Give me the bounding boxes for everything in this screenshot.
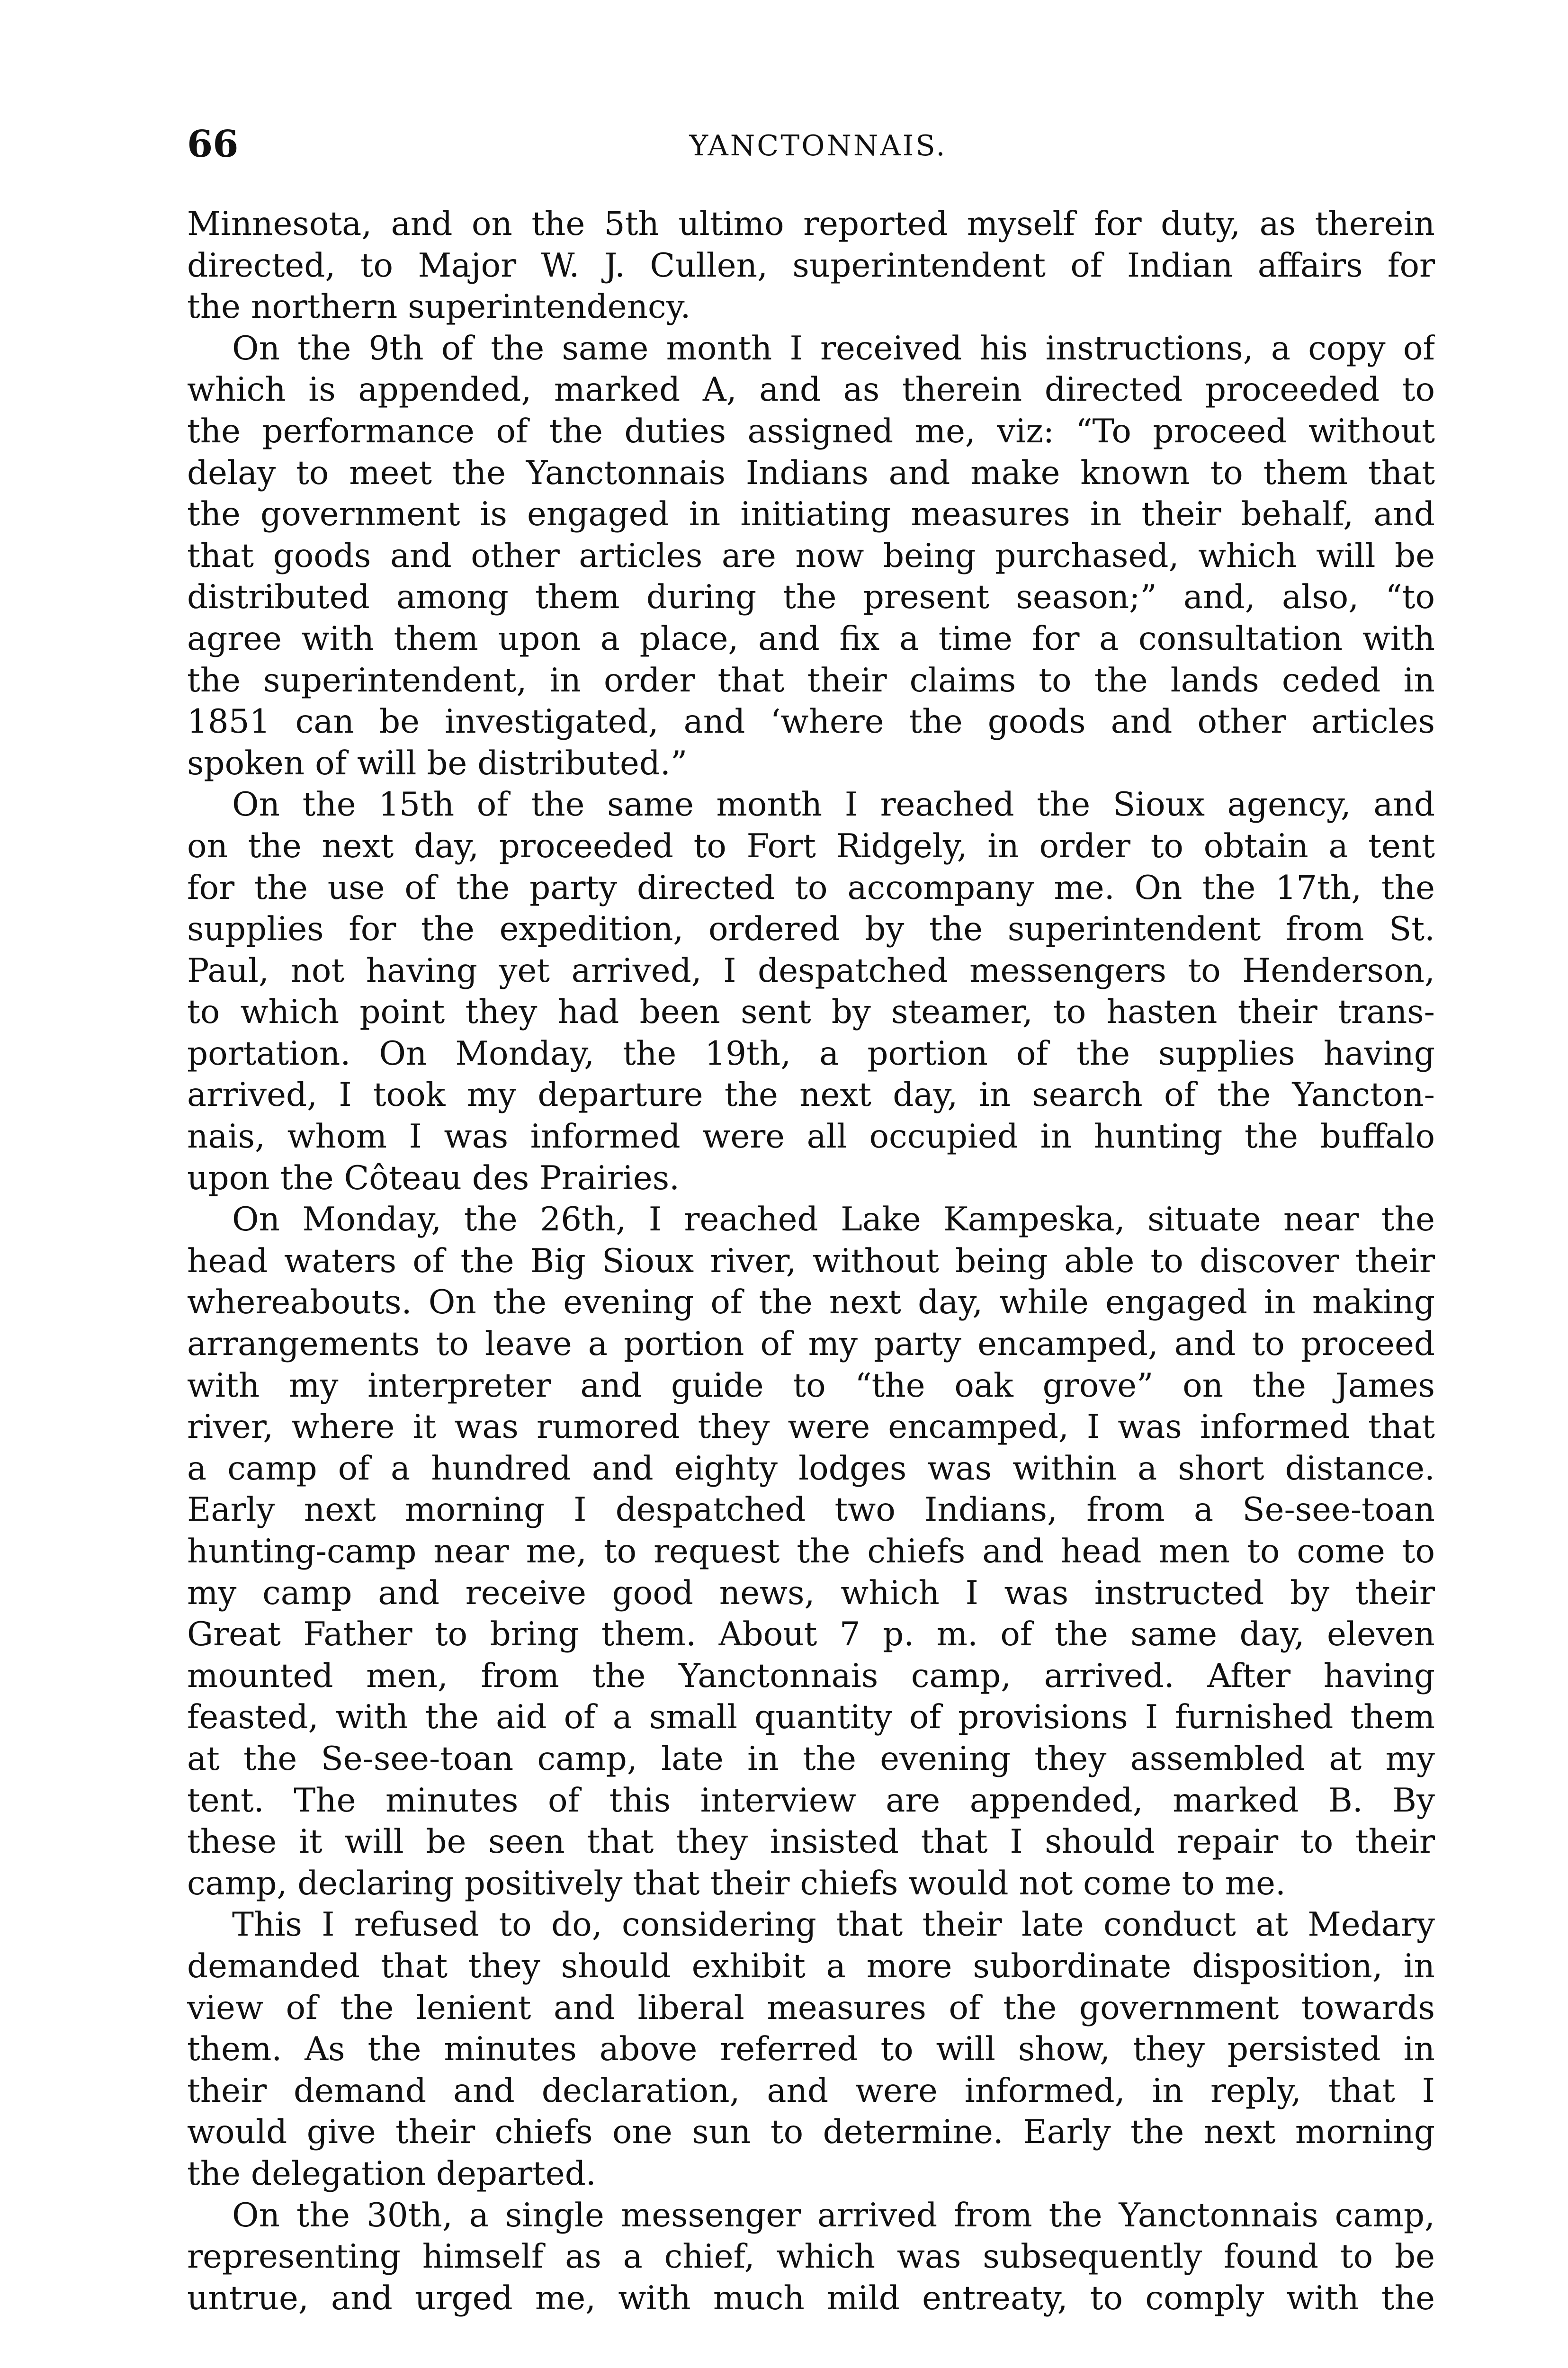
- text-line: On the 15th of the same month I reached the Sioux agency, and: [232, 786, 1435, 824]
- text-line: these it will be seen that they insisted that I should repair to their: [187, 1823, 1435, 1861]
- text-line: to which point they had been sent by steamer, to hasten their trans-: [187, 993, 1435, 1032]
- body-text: [187, 204, 1435, 2319]
- text-line: which is appended, marked A, and as therein directed proceeded to: [187, 371, 1435, 409]
- paragraph: [187, 2195, 1435, 2320]
- text-line: head waters of the Big Sioux river, without being able to discover their: [187, 1242, 1435, 1280]
- text-line: whereabouts. On the evening of the next day, while engaged in making: [187, 1283, 1435, 1322]
- text-line: them. As the minutes above referred to will show, they persisted in: [187, 2030, 1435, 2069]
- text-line: spoken of will be distributed.”: [187, 744, 688, 782]
- text-line: On the 9th of the same month I received his instructions, a copy of: [232, 329, 1435, 368]
- text-line: the superintendent, in order that their claims to the lands ceded in: [187, 661, 1435, 700]
- text-line: directed, to Major W. J. Cullen, superintendent of Indian affairs for: [187, 246, 1435, 285]
- text-line: supplies for the expedition, ordered by the superintendent from St.: [187, 910, 1435, 949]
- text-line: river, where it was rumored they were encamped, I was informed that: [187, 1408, 1435, 1446]
- text-line: tent. The minutes of this interview are appended, marked B. By: [187, 1781, 1435, 1820]
- text-line: distributed among them during the present season;” and, also, “to: [187, 578, 1435, 617]
- text-line: 1851 can be investigated, and ‘where the goods and other articles: [187, 703, 1435, 741]
- text-line: view of the lenient and liberal measures of the government towards: [187, 1989, 1435, 2027]
- text-line: representing himself as a chief, which was subsequently found to be: [187, 2238, 1435, 2276]
- paragraph: [187, 204, 1435, 328]
- text-line: delay to meet the Yanctonnais Indians and make known to them that: [187, 454, 1435, 492]
- text-line: portation. On Monday, the 19th, a portion of the supplies having: [187, 1034, 1435, 1073]
- page-number: 66: [187, 123, 239, 166]
- text-line: agree with them upon a place, and fix a time for a consultation with: [187, 619, 1435, 658]
- text-line: Early next morning I despatched two Indians, from a Se-see-toan: [187, 1491, 1435, 1529]
- text-line: nais, whom I was informed were all occupied in hunting the buffalo: [187, 1118, 1435, 1156]
- text-line: On the 30th, a single messenger arrived from the Yanctonnais camp,: [232, 2196, 1435, 2234]
- text-line: demanded that they should exhibit a more subordinate disposition, in: [187, 1947, 1435, 1985]
- text-line: would give their chiefs one sun to determine. Early the next morning: [187, 2113, 1435, 2152]
- text-line: camp, declaring positively that their chiefs would not come to me.: [187, 1864, 1286, 1902]
- text-line: a camp of a hundred and eighty lodges was within a short distance.: [187, 1449, 1435, 1488]
- text-line: This I refused to do, considering that their late conduct at Medary: [232, 1906, 1435, 1944]
- running-title: YANCTONNAIS.: [689, 129, 947, 162]
- text-line: untrue, and urged me, with much mild entreaty, to comply with the: [187, 2279, 1435, 2317]
- text-line: that goods and other articles are now being purchased, which will be: [187, 537, 1435, 575]
- text-line: the northern superintendency.: [187, 288, 691, 326]
- text-line: with my interpreter and guide to “the oak grove” on the James: [187, 1366, 1435, 1405]
- text-line: hunting-camp near me, to request the chiefs and head men to come to: [187, 1533, 1435, 1570]
- text-line: for the use of the party directed to accompany me. On the 17th, the: [187, 869, 1435, 907]
- text-line: at the Se-see-toan camp, late in the evening they assembled at my: [187, 1740, 1435, 1778]
- text-line: the delegation departed.: [187, 2154, 596, 2193]
- text-line: the performance of the duties assigned me, viz: “To proceed without: [187, 412, 1435, 450]
- paragraph: [187, 1199, 1435, 1904]
- paragraph: [187, 1904, 1435, 2195]
- paragraph: [187, 784, 1435, 1199]
- text-line: Great Father to bring them. About 7 p. m. of the same day, eleven: [187, 1615, 1435, 1654]
- text-line: on the next day, proceeded to Fort Ridgely, in order to obtain a tent: [187, 827, 1435, 865]
- text-line: feasted, with the aid of a small quantity of provisions I furnished them: [187, 1698, 1435, 1737]
- text-line: arrangements to leave a portion of my party encamped, and to proceed: [187, 1325, 1435, 1363]
- text-line: On Monday, the 26th, I reached Lake Kampeska, situate near the: [232, 1201, 1435, 1239]
- text-line: upon the Côteau des Prairies.: [187, 1159, 680, 1197]
- text-line: arrived, I took my departure the next day, in search of the Yancton-: [187, 1076, 1435, 1114]
- text-line: mounted men, from the Yanctonnais camp, arrived. After having: [187, 1657, 1435, 1695]
- text-line: their demand and declaration, and were informed, in reply, that I: [187, 2072, 1435, 2110]
- paragraph: [187, 328, 1435, 785]
- page-header: [187, 121, 1435, 178]
- text-line: Paul, not having yet arrived, I despatched messengers to Henderson,: [187, 951, 1435, 990]
- text-line: Minnesota, and on the 5th ultimo reported myself for duty, as therein: [187, 205, 1435, 243]
- text-line: the government is engaged in initiating measures in their behalf, and: [187, 495, 1435, 534]
- text-line: my camp and receive good news, which I was instructed by their: [187, 1574, 1435, 1612]
